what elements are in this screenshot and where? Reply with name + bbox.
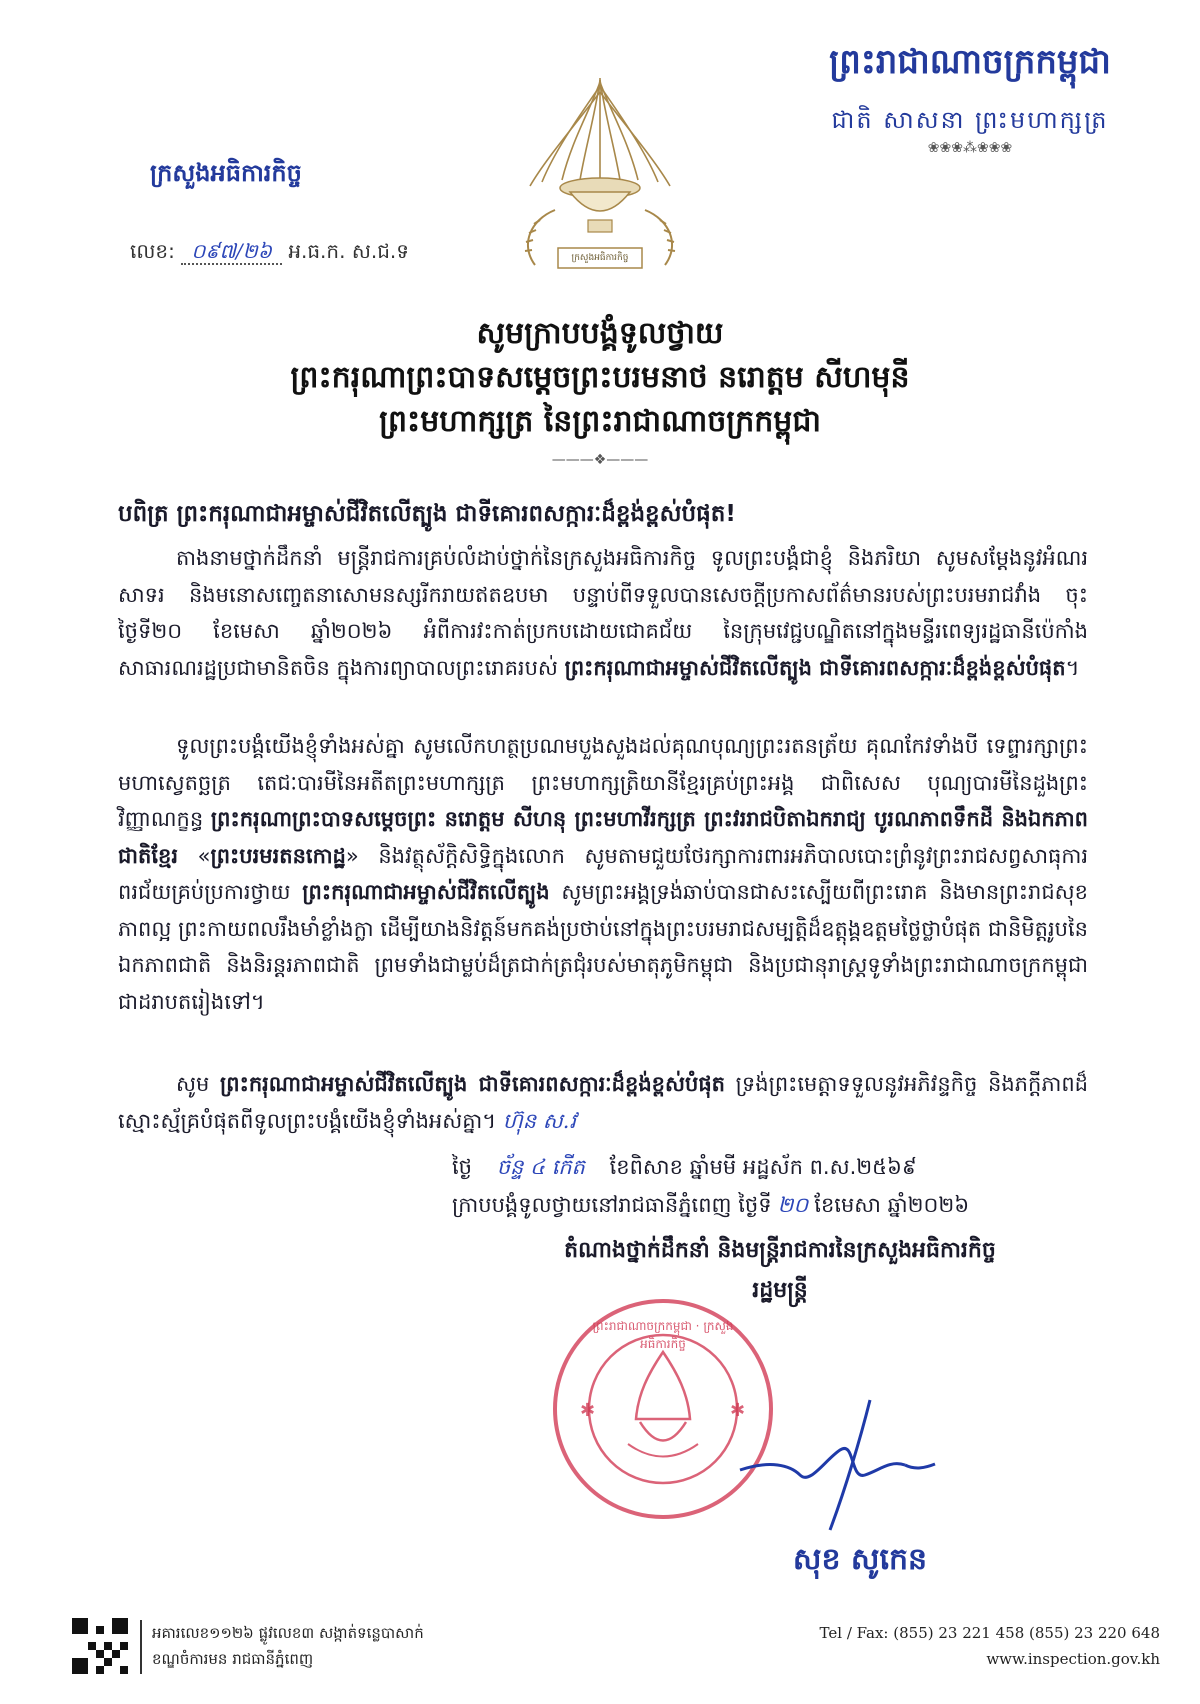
- position-title: រដ្ឋមន្ត្រី: [752, 1278, 808, 1303]
- p3-text-a: សូម: [176, 1072, 220, 1096]
- footer-phone: Tel / Fax: (855) 23 221 458 (855) 23 220 648: [819, 1624, 1160, 1642]
- place-suffix: ខែមេសា ឆ្នាំ២០២៦: [814, 1193, 970, 1217]
- ref-suffix: អ.ធ.ក. ស.ជ.ទ: [288, 239, 409, 263]
- ref-prefix: លេខ:: [130, 239, 175, 263]
- paragraph-3: [118, 1066, 1088, 1139]
- p2-bold-a: ព្រះករុណាព្រះបាទសម្តេចព្រះ នរោត្តម សីហនុ ព្រះមហាវីរក្សត្រ ព្រះវររាជបិតាឯករាជ្យ បូរណភាពទឹកដី និងឯកភាពជាតិខ្មែរ: [118, 807, 1089, 868]
- emblem-icon: [500, 70, 700, 280]
- p1-end: ។: [1065, 655, 1080, 680]
- qr-code-icon: [72, 1618, 128, 1674]
- footer-divider: [140, 1620, 142, 1674]
- place-prefix: ក្រាបបង្គំទូលថ្វាយនៅរាជធានីភ្នំពេញ ថ្ងៃទី: [452, 1193, 772, 1217]
- representative-title: តំណាងថ្នាក់ដឹកនាំ និងមន្ត្រីរាជការនៃក្រសួងអធិការកិច្ច: [564, 1238, 996, 1263]
- p2-bold-f: ព្រះករុណាជាអម្ចាស់ជីវិតលើត្បូង: [302, 880, 550, 904]
- place-day-handwritten: ២០: [777, 1193, 809, 1217]
- national-motto: ជាតិ សាសនា ព្រះមហាក្សត្រ: [831, 106, 1109, 134]
- lunar-prefix: ថ្ងៃ: [452, 1155, 472, 1179]
- signature-icon: [730, 1390, 990, 1540]
- footer-address-line-1: អគារលេខ១១២៦ ផ្លូវលេខ៣ សង្កាត់ទន្លេបាសាក់: [152, 1624, 424, 1642]
- svg-text:✱: ✱: [580, 1400, 596, 1421]
- title-line-1: សូមក្រាបបង្គំទូលថ្វាយ: [476, 316, 724, 351]
- paragraph-1: [118, 540, 1088, 686]
- p3-bold: ព្រះករុណាជាអម្ចាស់ជីវិតលើត្បូង ជាទីគោរពសក្ការៈដ៏ខ្ពង់ខ្ពស់បំផុត: [220, 1072, 725, 1096]
- svg-text:✱: ✱: [730, 1400, 746, 1421]
- p3-text-c: ទ្រង់ព្រះមេត្តាទទួលនូវអភិវន្ទកិច្ច និងភក្តីភាពដ៏ស្មោះស្ម័គ្របំផុតពីទូលព្រះបង្គំយើងខ្ញុំទាំងអស់គ្នា។: [118, 1072, 1088, 1133]
- lunar-suffix: ខែពិសាខ ឆ្នាំមមី អដ្ឋស័ក ព.ស.២៥៦៩: [609, 1155, 917, 1179]
- ministry-name: ក្រសួងអធិការកិច្ច: [150, 159, 302, 187]
- p2-text-g: សូមព្រះអង្គទ្រង់ឆាប់បានជាសះស្បើយពីព្រះរោគ និងមានព្រះរាជសុខភាពល្អ ព្រះកាយពលរឹងមាំខ្លាំងក្លា ដើម្បីយាងនិវត្តន៍មកគង់ប្រថាប់នៅក្នុងព្រះបរមរាជសម្បត្តិដ៏ឧត្តុង្គឧត្តមថ្លៃថ្លាបំផុត ជានិមិត្តរូបនៃឯកភាពជាតិ និងនិរន្តរភាពជាតិ ព្រមទាំងជាម្លប់ដ៏ត្រជាក់ត្រជុំរបស់មាតុភូមិកម្ពុជា និងប្រជានុរាស្ត្រទូទាំងព្រះរាជាណាចក្រកម្ពុជា ជាដរាបតរៀងទៅ។: [118, 880, 1088, 1014]
- place-date-line: [452, 1192, 1122, 1223]
- reference-number: [130, 238, 409, 268]
- lunar-date-line: [452, 1154, 1122, 1185]
- emblem-ribbon-text: ក្រសួងអធិការកិច្ច: [571, 253, 629, 263]
- title-line-3: ព្រះមហាក្សត្រ នៃព្រះរាជាណាចក្រកម្ពុជា: [379, 404, 821, 439]
- signer-name: សុខ សូកេន: [792, 1542, 928, 1577]
- motto-ornament: ❀❀❀⁂❀❀❀: [927, 140, 1013, 156]
- footer-website[interactable]: www.inspection.gov.kh: [986, 1650, 1160, 1668]
- p2-text-a: ទូលព្រះបង្គំយើងខ្ញុំទាំងអស់គ្នា សូមលើកហត្ថប្រណមបួងសួងដល់គុណបុណ្យព្រះរតនត្រ័យ គុណកែវទាំងបី ទេព្ទារក្សាព្រះមហាស្វេតច្ឆត្រ តេជៈបារមីនៃអតីតព្រះមហាក្សត្រ ព្រះមហាក្សត្រិយានីខ្មែរគ្រប់ព្រះអង្គ ជាពិសេស បុណ្យបារមីនៃដួងព្រះវិញ្ញាណក្ខន្ធ: [118, 734, 1088, 831]
- p1-bold: ព្រះករុណាជាអម្ចាស់ជីវិតលើត្បូង ជាទីគោរពសក្ការៈដ៏ខ្ពង់ខ្ពស់បំផុត: [564, 655, 1066, 680]
- title-ornament: ———❖———: [551, 452, 649, 468]
- qr-code: [72, 1618, 128, 1674]
- seal-text: ព្រះរាជាណាចក្រកម្ពុជា · ក្រសួងអធិការកិច្ច: [592, 1319, 734, 1351]
- ministry-emblem: [500, 70, 700, 280]
- p2-text-e: » និងវត្ថុស័ក្តិសិទ្ធិក្នុងលោក សូមតាមជួយថែរក្សាការពារអភិបាលបោះព្រំនូវព្រះរាជសព្វសាធុការពរជ័យគ្រប់ប្រការថ្វាយ: [118, 843, 1088, 904]
- kingdom-title: ព្រះរាជាណាចក្រកម្ពុជា: [829, 42, 1111, 82]
- handwritten-signature: [730, 1390, 990, 1540]
- paragraph-2: [118, 728, 1088, 1020]
- p1-text: តាងនាមថ្នាក់ដឹកនាំ មន្ត្រីរាជការគ្រប់លំដាប់ថ្នាក់នៃក្រសួងអធិការកិច្ច ទូលព្រះបង្គំជាខ្ញុំ និងភរិយា សូមសម្តែងនូវអំណរសាទរ និងមនោសញ្ចេតនាសោមនស្សរីករាយឥតឧបមា បន្ទាប់ពីទទួលបានសេចក្តីប្រកាសព័ត៌មានរបស់ព្រះបរមរាជវាំង ចុះថ្ងៃទី២០ ខែមេសា ឆ្នាំ២០២៦ អំពីការវះកាត់ប្រកបដោយជោគជ័យ នៃក្រុមវេជ្ជបណ្ឌិតនៅក្នុងមន្ទីរពេទ្យរដ្ឋធានីប៉េកាំង សាធារណរដ្ឋប្រជាមានិតចិន ក្នុងការព្យាបាលព្រះរោគរបស់: [118, 546, 1088, 680]
- ref-number-handwritten: ០៩៧/២៦: [181, 239, 282, 265]
- salutation: បពិត្រ ព្រះករុណាជាអម្ចាស់ជីវិតលើត្បូង ជាទីគោរពសក្ការៈដ៏ខ្ពង់ខ្ពស់បំផុត!: [118, 501, 736, 527]
- footer-address-line-2: ខណ្ឌចំការមន រាជធានីភ្នំពេញ: [152, 1650, 314, 1668]
- p2-text-c: «: [178, 843, 211, 868]
- lunar-date-handwritten: ច័ន្ទ ៤ កើត: [496, 1155, 585, 1179]
- p2-bold-d: ព្រះបរមរតនកោដ្ឋ: [210, 843, 346, 868]
- title-line-2: ព្រះករុណាព្រះបាទសម្តេចព្រះបរមនាថ នរោត្តម សីហមុនី: [290, 360, 910, 395]
- handwritten-initials: ហ៊ុន ស.វ: [502, 1108, 577, 1133]
